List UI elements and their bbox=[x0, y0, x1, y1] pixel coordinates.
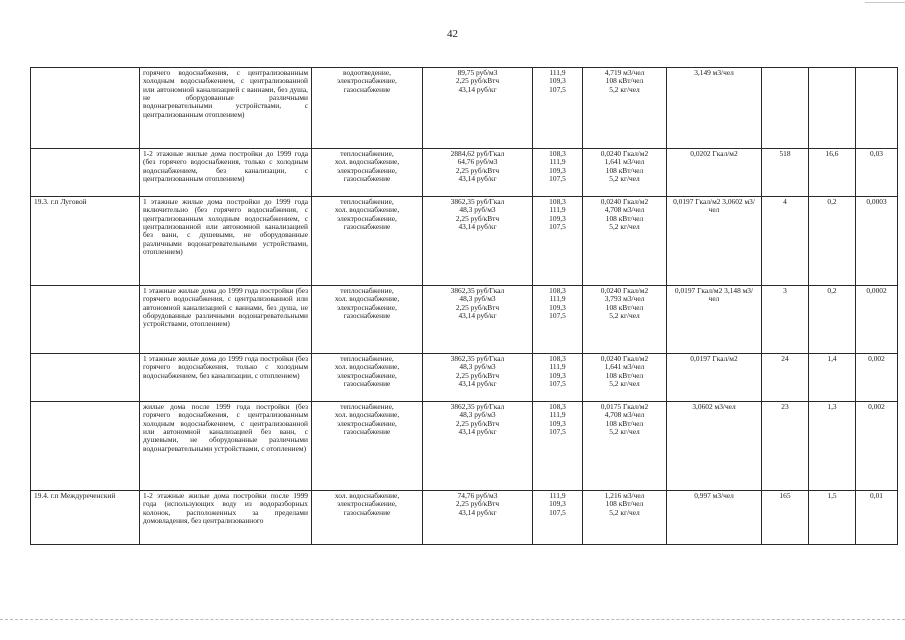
service-line: газоснабжение bbox=[343, 311, 391, 321]
index-line: 107,5 bbox=[549, 222, 566, 232]
norm-line: 5,2 кг/чел bbox=[609, 379, 640, 389]
service-line: электроснабжение, bbox=[337, 418, 397, 428]
tariff-table bbox=[30, 67, 898, 545]
service-line: электроснабжение, bbox=[337, 213, 397, 223]
index-line: 108,3 bbox=[549, 286, 566, 295]
settlement-cell bbox=[31, 149, 140, 197]
norm-increase-cell: 3,0602 м3/чел bbox=[667, 402, 762, 491]
table-row bbox=[31, 491, 898, 545]
index-line: 111,9 bbox=[549, 410, 566, 420]
housing-type-cell: 1-2 этажные жилые дома постройки после 1999 года (использующих воду из водоразборных колонок, расположенных за пределами домовладения, без централизованного bbox=[140, 491, 312, 545]
settlement-cell bbox=[31, 286, 140, 354]
housing-type-cell: 1 этажные жилые дома до 1999 года постройки (без горячего водоснабжения, только с холодным водоснабжением, без канализации, с отоплением) bbox=[140, 354, 312, 402]
tariff-line: 43,14 руб/кг bbox=[458, 311, 497, 321]
norm-line: 4,708 м3/чел bbox=[604, 205, 645, 215]
value-cell-2: 0,2 bbox=[809, 286, 856, 354]
norm-line: 4,719 м3/чел bbox=[604, 68, 645, 77]
norm-line: 1,641 м3/чел bbox=[604, 157, 645, 167]
index-line: 108,3 bbox=[549, 197, 566, 206]
index-line: 111,9 bbox=[549, 491, 566, 500]
service-line: газоснабжение bbox=[343, 379, 391, 389]
services-cell bbox=[312, 149, 423, 197]
norm-line: 5,2 кг/чел bbox=[609, 174, 640, 184]
indices-cell bbox=[533, 354, 583, 402]
tariffs-cell bbox=[423, 402, 533, 491]
norm-line: 5,2 кг/чел bbox=[609, 311, 640, 321]
table-row bbox=[31, 286, 898, 354]
tariff-line: 43,14 руб/кг bbox=[458, 507, 497, 517]
tariff-line: 74,76 руб/м3 bbox=[457, 491, 498, 500]
service-line: электроснабжение, bbox=[337, 499, 397, 509]
norm-line: 3,793 м3/чел bbox=[604, 294, 645, 304]
tariff-line: 3862,35 руб/Гкал bbox=[450, 286, 505, 295]
tariff-line: 3862,35 руб/Гкал bbox=[450, 354, 505, 363]
tariff-line: 48,3 руб/м3 bbox=[459, 410, 496, 420]
index-line: 111,9 bbox=[549, 294, 566, 304]
tariff-line: 43,14 руб/кг bbox=[458, 174, 497, 184]
norm-line: 108 кВт/чел bbox=[605, 165, 644, 175]
service-line: хол. водоснабжение, bbox=[334, 362, 400, 372]
settlement-cell bbox=[31, 68, 140, 149]
value-cell-1: 3 bbox=[762, 286, 809, 354]
service-line: теплоснабжение, bbox=[340, 354, 394, 363]
norm-line: 1,641 м3/чел bbox=[604, 362, 645, 372]
tariff-line: 3862,35 руб/Гкал bbox=[450, 402, 505, 411]
norm-increase-cell: 0,0202 Гкал/м2 bbox=[667, 149, 762, 197]
index-line: 107,5 bbox=[549, 379, 566, 389]
scan-edge-mark bbox=[865, 2, 905, 3]
services-cell bbox=[312, 402, 423, 491]
value-cell-3: 0,002 bbox=[856, 402, 898, 491]
housing-type-cell: горячего водоснабжения, с централизованным холодным водоснабжением, с централизованной или автономной канализацией с ваннами, без душа, не оборудованные различными водонагревательными устройствами, с централизованным отоплением) bbox=[140, 68, 312, 149]
norm-increase-cell: 3,149 м3/чел bbox=[667, 68, 762, 149]
service-line: теплоснабжение, bbox=[340, 286, 394, 295]
tariff-line: 2884,62 руб/Гкал bbox=[450, 149, 505, 158]
norm-line: 0,0240 Гкал/м2 bbox=[600, 197, 649, 206]
value-cell-2: 1,3 bbox=[809, 402, 856, 491]
norms-cell bbox=[583, 354, 667, 402]
service-line: газоснабжение bbox=[343, 507, 391, 517]
tariff-line: 2,25 руб/кВтч bbox=[455, 499, 500, 509]
index-line: 107,5 bbox=[549, 84, 566, 94]
indices-cell bbox=[533, 68, 583, 149]
services-cell bbox=[312, 354, 423, 402]
tariff-line: 2,25 руб/кВтч bbox=[455, 165, 500, 175]
tariff-line: 2,25 руб/кВтч bbox=[455, 302, 500, 312]
index-line: 108,3 bbox=[549, 402, 566, 411]
scan-edge-line bbox=[0, 619, 905, 620]
norm-increase-cell: 0,997 м3/чел bbox=[667, 491, 762, 545]
service-line: водоотведение, bbox=[343, 68, 391, 77]
index-line: 111,9 bbox=[549, 157, 566, 167]
tariff-line: 3862,35 руб/Гкал bbox=[450, 197, 505, 206]
norm-line: 5,2 кг/чел bbox=[609, 507, 640, 517]
norms-cell bbox=[583, 68, 667, 149]
index-line: 109,3 bbox=[549, 302, 566, 312]
tariff-line: 2,25 руб/кВтч bbox=[455, 213, 500, 223]
settlement-cell: 19.4. г.п Междуреченский bbox=[31, 491, 140, 545]
service-line: хол. водоснабжение, bbox=[334, 294, 400, 304]
service-line: хол. водоснабжение, bbox=[334, 205, 400, 215]
value-cell-3: 0,03 bbox=[856, 149, 898, 197]
value-cell-2 bbox=[809, 68, 856, 149]
indices-cell bbox=[533, 149, 583, 197]
service-line: газоснабжение bbox=[343, 84, 391, 94]
tariff-line: 48,3 руб/м3 bbox=[459, 294, 496, 304]
norm-increase-cell: 0,0197 Гкал/м2 3,0602 м3/чел bbox=[667, 197, 762, 286]
tariffs-cell bbox=[423, 286, 533, 354]
services-cell bbox=[312, 197, 423, 286]
value-cell-1: 518 bbox=[762, 149, 809, 197]
settlement-cell bbox=[31, 402, 140, 491]
index-line: 111,9 bbox=[549, 68, 566, 77]
norm-line: 0,0240 Гкал/м2 bbox=[600, 149, 649, 158]
index-line: 107,5 bbox=[549, 174, 566, 184]
settlement-cell bbox=[31, 354, 140, 402]
value-cell-2: 0,2 bbox=[809, 197, 856, 286]
tariffs-cell bbox=[423, 68, 533, 149]
service-line: теплоснабжение, bbox=[340, 402, 394, 411]
table-row bbox=[31, 68, 898, 149]
tariffs-cell bbox=[423, 491, 533, 545]
norm-line: 108 кВт/чел bbox=[605, 499, 644, 509]
service-line: газоснабжение bbox=[343, 222, 391, 232]
norm-line: 108 кВт/чел bbox=[605, 302, 644, 312]
value-cell-3 bbox=[856, 68, 898, 149]
tariff-line: 2,25 руб/кВтч bbox=[455, 418, 500, 428]
value-cell-1: 165 bbox=[762, 491, 809, 545]
value-cell-2: 1,4 bbox=[809, 354, 856, 402]
index-line: 109,3 bbox=[549, 370, 566, 380]
services-cell bbox=[312, 491, 423, 545]
norm-line: 5,2 кг/чел bbox=[609, 427, 640, 437]
index-line: 109,3 bbox=[549, 499, 566, 509]
index-line: 109,3 bbox=[549, 418, 566, 428]
indices-cell bbox=[533, 491, 583, 545]
value-cell-2: 16,6 bbox=[809, 149, 856, 197]
housing-type-cell: жилые дома после 1999 года постройки (без горячего водоснабжения, с централизованным холодным водоснабжением, с централизованной или автономной канализацией без ванн, с душевыми, не оборудованные различными водонагревательными устройствами, с отоплением) bbox=[140, 402, 312, 491]
tariff-line: 43,14 руб/кг bbox=[458, 84, 497, 94]
value-cell-3: 0,0002 bbox=[856, 286, 898, 354]
service-line: электроснабжение, bbox=[337, 165, 397, 175]
table-row bbox=[31, 149, 898, 197]
services-cell bbox=[312, 68, 423, 149]
service-line: газоснабжение bbox=[343, 174, 391, 184]
norm-line: 5,2 кг/чел bbox=[609, 84, 640, 94]
tariff-line: 89,75 руб/м3 bbox=[457, 68, 498, 77]
index-line: 111,9 bbox=[549, 362, 566, 372]
norm-line: 0,0240 Гкал/м2 bbox=[600, 286, 649, 295]
index-line: 108,3 bbox=[549, 149, 566, 158]
value-cell-2: 1,5 bbox=[809, 491, 856, 545]
value-cell-1: 23 bbox=[762, 402, 809, 491]
index-line: 111,9 bbox=[549, 205, 566, 215]
service-line: теплоснабжение, bbox=[340, 149, 394, 158]
value-cell-1 bbox=[762, 68, 809, 149]
norm-line: 4,708 м3/чел bbox=[604, 410, 645, 420]
norm-line: 108 кВт/чел bbox=[605, 418, 644, 428]
settlement-cell: 19.3. г.п Луговой bbox=[31, 197, 140, 286]
index-line: 109,3 bbox=[549, 213, 566, 223]
value-cell-1: 24 bbox=[762, 354, 809, 402]
norms-cell bbox=[583, 149, 667, 197]
tariff-line: 48,3 руб/м3 bbox=[459, 205, 496, 215]
tariff-line: 2,25 руб/кВтч bbox=[455, 76, 500, 86]
table-row bbox=[31, 402, 898, 491]
value-cell-1: 4 bbox=[762, 197, 809, 286]
tariff-line: 2,25 руб/кВтч bbox=[455, 370, 500, 380]
index-line: 107,5 bbox=[549, 427, 566, 437]
index-line: 107,5 bbox=[549, 507, 566, 517]
value-cell-3: 0,002 bbox=[856, 354, 898, 402]
index-line: 107,5 bbox=[549, 311, 566, 321]
service-line: электроснабжение, bbox=[337, 370, 397, 380]
tariff-line: 48,3 руб/м3 bbox=[459, 362, 496, 372]
service-line: хол. водоснабжение, bbox=[334, 491, 400, 500]
norm-line: 108 кВт/чел bbox=[605, 76, 644, 86]
index-line: 108,3 bbox=[549, 354, 566, 363]
indices-cell bbox=[533, 197, 583, 286]
norm-increase-cell: 0,0197 Гкал/м2 bbox=[667, 354, 762, 402]
table-row bbox=[31, 197, 898, 286]
housing-type-cell: 1 этажные жилые дома до 1999 года постройки (без горячего водоснабжения, с централизованной или автономной канализацией с ваннами, без душа, не оборудованные различными водонагревательными устройствами, отоплением) bbox=[140, 286, 312, 354]
tariff-line: 43,14 руб/кг bbox=[458, 222, 497, 232]
index-line: 109,3 bbox=[549, 165, 566, 175]
index-line: 109,3 bbox=[549, 76, 566, 86]
service-line: электроснабжение, bbox=[337, 76, 397, 86]
table-row bbox=[31, 354, 898, 402]
value-cell-3: 0,0003 bbox=[856, 197, 898, 286]
services-cell bbox=[312, 286, 423, 354]
norm-line: 108 кВт/чел bbox=[605, 213, 644, 223]
norms-cell bbox=[583, 402, 667, 491]
indices-cell bbox=[533, 286, 583, 354]
norm-line: 108 кВт/чел bbox=[605, 370, 644, 380]
housing-type-cell: 1-2 этажные жилые дома постройки до 1999 года (без горячего водоснабжения, только с холодным водоснабжением, без канализации, с централизованным отоплением) bbox=[140, 149, 312, 197]
service-line: газоснабжение bbox=[343, 427, 391, 437]
norms-cell bbox=[583, 491, 667, 545]
tariffs-cell bbox=[423, 149, 533, 197]
service-line: электроснабжение, bbox=[337, 302, 397, 312]
service-line: хол. водоснабжение, bbox=[334, 410, 400, 420]
housing-type-cell: 1 этажные жилые дома постройки до 1999 года включительно (без горячего водоснабжения, с централизованным холодным водоснабжением, с централизованной или автономной канализацией без ванн, с душевыми, не оборудованные различными водонагревательными устройствами, отоплением) bbox=[140, 197, 312, 286]
norms-cell bbox=[583, 286, 667, 354]
tariff-line: 43,14 руб/кг bbox=[458, 379, 497, 389]
value-cell-3: 0,01 bbox=[856, 491, 898, 545]
tariffs-cell bbox=[423, 197, 533, 286]
service-line: хол. водоснабжение, bbox=[334, 157, 400, 167]
indices-cell bbox=[533, 402, 583, 491]
norm-line: 0,0240 Гкал/м2 bbox=[600, 354, 649, 363]
service-line: теплоснабжение, bbox=[340, 197, 394, 206]
norm-line: 0,0175 Гкал/м2 bbox=[600, 402, 649, 411]
tariffs-cell bbox=[423, 354, 533, 402]
norm-line: 5,2 кг/чел bbox=[609, 222, 640, 232]
norm-increase-cell: 0,0197 Гкал/м2 3,148 м3/чел bbox=[667, 286, 762, 354]
norm-line: 1,216 м3/чел bbox=[604, 491, 645, 500]
norms-cell bbox=[583, 197, 667, 286]
page-number: 42 bbox=[447, 28, 458, 40]
tariff-line: 64,76 руб/м3 bbox=[457, 157, 498, 167]
tariff-line: 43,14 руб/кг bbox=[458, 427, 497, 437]
